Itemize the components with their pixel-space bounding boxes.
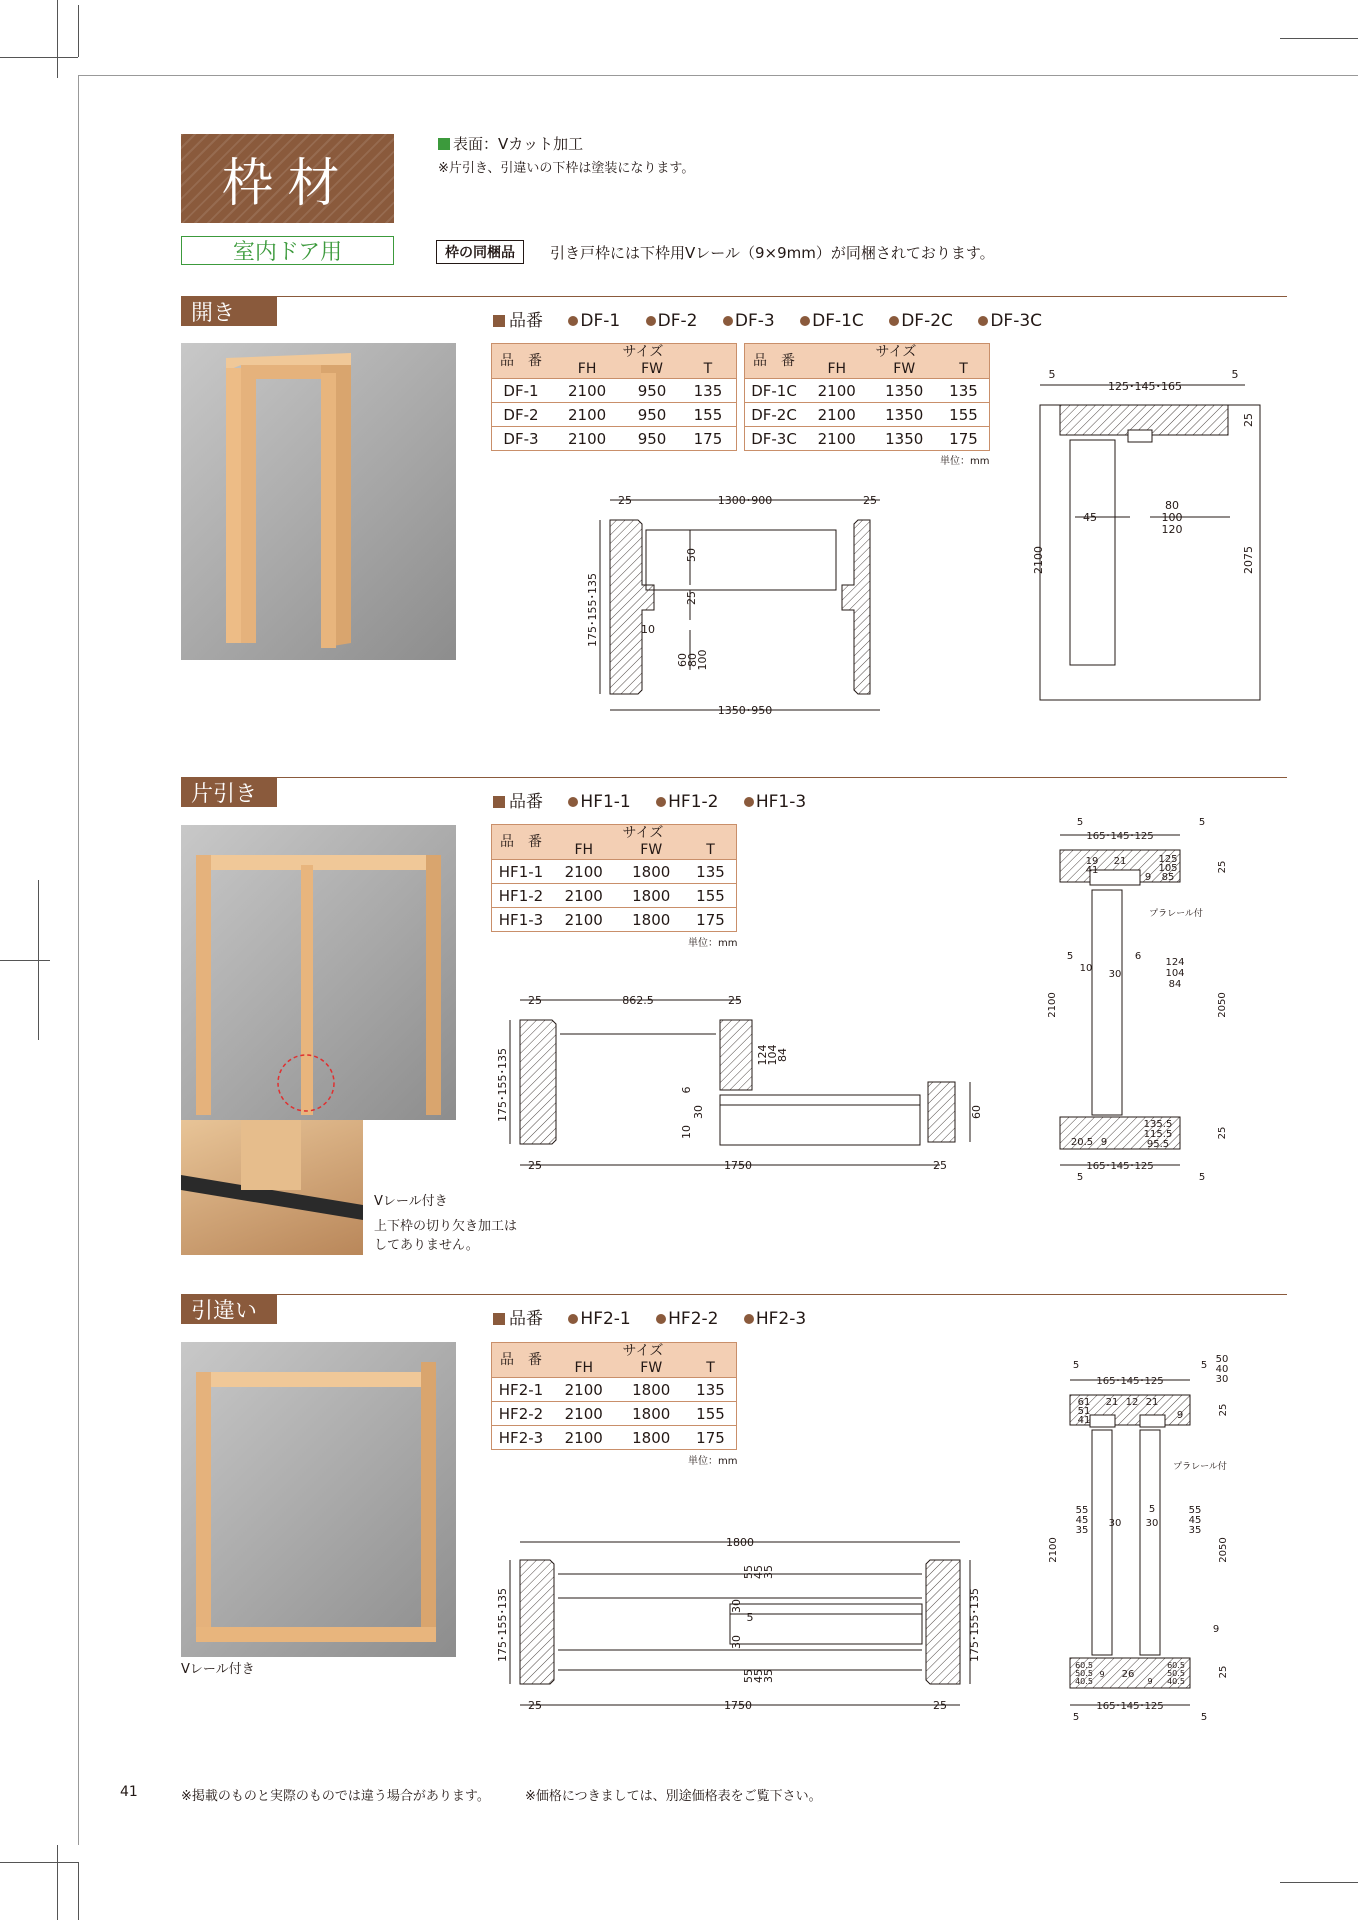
dim-label: 2100	[1032, 546, 1045, 574]
dim-label: 25	[1218, 1665, 1229, 1679]
cell: 135	[938, 379, 990, 403]
dim-label: 175･155･135	[968, 1588, 981, 1662]
dim-label: 25	[728, 994, 742, 1007]
bullet-icon	[800, 316, 810, 326]
cell: 135	[685, 1378, 737, 1402]
bullet-icon	[568, 797, 578, 807]
dim-label: 80	[686, 653, 699, 667]
prod-prefix: 品番	[509, 311, 543, 331]
cell: 2100	[550, 860, 617, 884]
col-product-no: 品 番	[492, 825, 551, 860]
dim-label: 175･155･135	[496, 1588, 509, 1662]
dim-label: 862.5	[622, 994, 654, 1007]
col-size: サイズ	[803, 344, 990, 362]
product-code: HF2-1	[580, 1309, 631, 1329]
dim-label: 25	[933, 1159, 947, 1172]
dim-label: 10	[680, 1125, 693, 1139]
dim-label: 30	[1215, 1374, 1229, 1385]
dim-label: 25	[933, 1699, 947, 1712]
cell: 175	[938, 427, 990, 451]
cell: DF-1	[492, 379, 551, 403]
cell: 1800	[617, 1378, 684, 1402]
dim-label: 21	[1113, 856, 1127, 867]
dim-label: 5	[1072, 1712, 1080, 1723]
cell: HF2-3	[492, 1426, 551, 1450]
dim-label: 45	[752, 1565, 765, 1579]
caption-notch-2: してありません。	[374, 1238, 479, 1253]
page-number: 41	[120, 1784, 138, 1800]
square-icon	[493, 315, 505, 327]
product-code: DF-2	[657, 311, 698, 331]
bullet-icon	[656, 1314, 666, 1324]
dim-label: 40.5	[1075, 1677, 1093, 1686]
dim-label: 12	[1125, 1397, 1139, 1408]
dim-label: 80	[1165, 499, 1179, 512]
dim-label: 25	[685, 591, 698, 605]
dim-label: 30	[730, 1599, 743, 1613]
bullet-icon	[723, 316, 733, 326]
dim-label: 25	[1218, 1403, 1229, 1417]
dim-label: 5	[1231, 368, 1239, 381]
rail-note: プラレール付	[1149, 909, 1203, 919]
dim-label: 40	[1215, 1364, 1229, 1375]
dim-label: 84	[776, 1048, 789, 1062]
dim-label: 50.5	[1167, 1669, 1185, 1678]
dim-label: 10	[641, 623, 655, 636]
dim-label: 5	[1076, 817, 1084, 828]
dim-label: 1800	[726, 1536, 754, 1549]
dim-label: 25	[1242, 413, 1255, 427]
caption-vrail: Vレール付き	[181, 1662, 255, 1677]
dim-label: 2050	[1217, 992, 1228, 1018]
page-border-left	[78, 75, 79, 1845]
product-code: HF1-2	[668, 792, 719, 812]
cell: HF1-1	[492, 860, 551, 884]
dim-label: 115.5	[1143, 1129, 1173, 1140]
cell: DF-1C	[745, 379, 804, 403]
cell: 155	[680, 403, 737, 427]
col-product-no: 品 番	[745, 344, 804, 379]
dim-label: 165･145･125	[1096, 1376, 1164, 1387]
unit-label: 単位：mm	[688, 1456, 738, 1467]
table-row	[492, 860, 737, 884]
product-code: HF2-2	[668, 1309, 719, 1329]
surface-note: ※片引き、引違いの下枠は塗装になります。	[438, 161, 695, 176]
dim-label: 2050	[1218, 1537, 1229, 1563]
surface-label	[438, 133, 583, 154]
page-border-top	[78, 75, 1358, 76]
dim-label: 50.5	[1075, 1669, 1093, 1678]
dim-label: 35	[762, 1565, 775, 1579]
dim-label: 35	[1188, 1525, 1202, 1536]
dim-label: 25	[1217, 860, 1228, 874]
unit-label: 単位：mm	[688, 938, 738, 949]
cell: DF-2C	[745, 403, 804, 427]
crop-mark	[38, 880, 39, 1040]
dim-label: 5	[1048, 368, 1056, 381]
cell: 2100	[550, 884, 617, 908]
dim-label: 124	[756, 1044, 769, 1066]
dim-label: 6	[1134, 951, 1142, 962]
dim-label: 100	[1161, 511, 1183, 524]
cross-section-diagram-hikichigai	[490, 1530, 990, 1720]
col-product-no: 品 番	[492, 344, 551, 379]
product-photo-hiraki	[181, 343, 456, 660]
dim-label: 35	[762, 1669, 775, 1683]
col-size: サイズ	[550, 825, 737, 843]
dim-label: 45	[1075, 1515, 1089, 1526]
cell: 2100	[803, 403, 870, 427]
caption-notch-1: 上下枠の切り欠き加工は	[374, 1219, 518, 1234]
col-fh: FH	[550, 1360, 617, 1378]
cell: 1350	[870, 379, 937, 403]
prod-prefix: 品番	[509, 1309, 543, 1329]
dim-label: 9	[1099, 1670, 1105, 1679]
cell: DF-3C	[745, 427, 804, 451]
cell: 175	[685, 908, 737, 932]
dim-label: 5	[1198, 1172, 1206, 1183]
cell: 2100	[550, 908, 617, 932]
product-code: DF-2C	[901, 311, 953, 331]
product-photo-hikichigai	[181, 1342, 456, 1657]
product-line-katabiki	[493, 787, 806, 812]
cell: 2100	[550, 1378, 617, 1402]
unit-label: 単位：mm	[940, 456, 990, 467]
dim-label: 105	[1158, 863, 1178, 874]
cell: 1800	[617, 884, 684, 908]
dim-label: 5	[1066, 951, 1074, 962]
table-row	[492, 908, 737, 932]
table-row	[492, 1426, 737, 1450]
dim-label: 85	[1161, 872, 1175, 883]
cell: 1350	[870, 403, 937, 427]
dim-label: 135.5	[1143, 1119, 1173, 1130]
dim-label: 104	[766, 1044, 779, 1066]
cell: 155	[938, 403, 990, 427]
cell: 2100	[550, 427, 624, 451]
dim-label: 19	[1085, 856, 1099, 867]
square-icon	[493, 796, 505, 808]
dim-label: 5	[1076, 1172, 1084, 1183]
crop-mark	[0, 1862, 78, 1863]
dim-label: 9	[1176, 1410, 1184, 1421]
dim-label: 5	[1072, 1360, 1080, 1371]
cell: 950	[624, 403, 680, 427]
product-code: DF-3	[734, 311, 775, 331]
dim-label: 25	[528, 1159, 542, 1172]
dim-label: 35	[1075, 1525, 1089, 1536]
dim-label: 45	[752, 1669, 765, 1683]
cross-section-diagram-hiraki	[580, 480, 900, 730]
dim-label: 55	[1075, 1505, 1089, 1516]
cell: 1800	[617, 1426, 684, 1450]
dim-label: 165･145･125	[1086, 1161, 1154, 1172]
col-fw: FW	[617, 1360, 684, 1378]
cell: 950	[624, 427, 680, 451]
dim-label: 60.5	[1075, 1661, 1093, 1670]
dim-label: 60	[970, 1105, 983, 1119]
bundle-tag: 枠の同梱品	[436, 240, 524, 264]
dim-label: 100	[696, 649, 709, 671]
green-square-icon	[438, 138, 450, 150]
dim-label: 55	[742, 1669, 755, 1683]
rail-closeup-photo	[181, 1120, 363, 1255]
col-t: T	[938, 361, 990, 379]
dim-label: 5	[1148, 1504, 1156, 1515]
product-line-hikichigai	[493, 1304, 806, 1329]
dim-label: 2100	[1048, 1537, 1059, 1563]
dim-label: 5	[1200, 1712, 1208, 1723]
cell: 1350	[870, 427, 937, 451]
dim-label: 26	[1121, 1669, 1135, 1680]
dim-label: 61	[1077, 1397, 1091, 1408]
crop-mark	[57, 0, 58, 78]
dim-label: 9	[1212, 1624, 1220, 1635]
dim-label: 10	[1079, 963, 1093, 974]
page-title: 枠材	[181, 134, 394, 223]
cell: DF-2	[492, 403, 551, 427]
cell: 135	[680, 379, 737, 403]
cell: HF1-2	[492, 884, 551, 908]
rail-note: プラレール付	[1173, 1462, 1227, 1472]
dim-label: 2075	[1242, 546, 1255, 574]
crop-mark	[0, 960, 50, 961]
cell: HF1-3	[492, 908, 551, 932]
square-icon	[493, 1313, 505, 1325]
col-fh: FH	[550, 842, 617, 860]
prod-prefix: 品番	[509, 792, 543, 812]
dim-label: 45	[1188, 1515, 1202, 1526]
bundle-text: 引き戸枠には下枠用Vレール（9×9mm）が同梱されております。	[550, 244, 995, 262]
product-code: HF1-1	[580, 792, 631, 812]
dim-label: 30	[1108, 1518, 1122, 1529]
dim-label: 95.5	[1146, 1139, 1170, 1150]
product-code: HF2-3	[755, 1309, 807, 1329]
bullet-icon	[744, 797, 754, 807]
dim-label: 9	[1144, 872, 1152, 883]
side-elevation-katabiki	[1040, 815, 1240, 1185]
product-line-hiraki	[493, 306, 1042, 331]
col-fw: FW	[617, 842, 684, 860]
dim-label: 1350･950	[717, 704, 773, 717]
cell: 2100	[550, 403, 624, 427]
dim-label: 25	[1217, 1126, 1228, 1140]
crop-mark	[57, 1845, 58, 1920]
dim-label: 41	[1077, 1415, 1091, 1426]
section-label-hikichigai: 引違い	[181, 1294, 277, 1324]
table-row	[492, 1378, 737, 1402]
crop-mark	[78, 1862, 79, 1920]
cell: 2100	[803, 427, 870, 451]
dim-label: 20.5	[1070, 1137, 1094, 1148]
crop-mark	[78, 5, 79, 57]
caption-vrail: Vレール付き	[374, 1194, 448, 1209]
table-row	[492, 403, 737, 427]
footer-note-1: ※掲載のものと実際のものでは違う場合があります。	[181, 1789, 490, 1804]
spec-table-katabiki	[491, 824, 737, 932]
cell: 155	[685, 1402, 737, 1426]
cell: 950	[624, 379, 680, 403]
product-code: DF-1	[580, 311, 621, 331]
section-rule	[277, 777, 1287, 778]
dim-label: 55	[1188, 1505, 1202, 1516]
col-fh: FH	[550, 361, 624, 379]
dim-label: 50	[685, 548, 698, 562]
table-row	[745, 427, 990, 451]
col-fw: FW	[624, 361, 680, 379]
crop-mark	[1280, 38, 1358, 39]
col-t: T	[680, 361, 737, 379]
cell: 135	[685, 860, 737, 884]
dim-label: 50	[1215, 1354, 1229, 1365]
side-elevation-hikichigai	[1040, 1350, 1240, 1730]
bullet-icon	[568, 1314, 578, 1324]
page-subtitle: 室内ドア用	[181, 236, 394, 265]
double-sliding-frame-illustration	[181, 1342, 456, 1657]
cell: HF2-1	[492, 1378, 551, 1402]
dim-label: 104	[1165, 968, 1185, 979]
spec-table-hiraki-left	[491, 343, 737, 451]
dim-label: 51	[1077, 1406, 1091, 1417]
dim-label: 21	[1145, 1397, 1159, 1408]
product-code: HF1-3	[755, 792, 807, 812]
dim-label: 165･145･125	[1086, 831, 1154, 842]
dim-label: 5	[746, 1611, 754, 1624]
col-size: サイズ	[550, 1343, 737, 1361]
dim-label: 84	[1168, 979, 1182, 990]
product-code: DF-1C	[812, 311, 864, 331]
dim-label: 9	[1100, 1137, 1108, 1148]
col-t: T	[685, 1360, 737, 1378]
bullet-icon	[568, 316, 578, 326]
dim-label: 175･155･135	[496, 1048, 509, 1122]
cell: 1800	[617, 1402, 684, 1426]
cell: 155	[685, 884, 737, 908]
dim-label: 1300･900	[717, 494, 773, 507]
dim-label: 60.5	[1167, 1661, 1185, 1670]
cell: 1800	[617, 908, 684, 932]
dim-label: 25	[863, 494, 877, 507]
col-product-no: 品 番	[492, 1343, 551, 1378]
dim-label: 25	[528, 994, 542, 1007]
dim-label: 45	[1083, 511, 1097, 524]
dim-label: 40.5	[1167, 1677, 1185, 1686]
footer-note-2: ※価格につきましては、別途価格表をご覧下さい。	[525, 1789, 822, 1804]
spec-table-hiraki-right	[744, 343, 990, 451]
spec-table-hikichigai	[491, 1342, 737, 1450]
cell: 2100	[550, 1426, 617, 1450]
dim-label: 30	[730, 1635, 743, 1649]
dim-label: 60	[676, 653, 689, 667]
table-row	[492, 1402, 737, 1426]
table-row	[745, 403, 990, 427]
door-frame-illustration	[181, 343, 456, 660]
dim-label: 55	[742, 1565, 755, 1579]
dim-label: 5	[1198, 817, 1206, 828]
cross-section-diagram-katabiki	[490, 990, 990, 1180]
dim-label: 2100	[1047, 992, 1058, 1018]
surface-label-text: 表面：Vカット加工	[453, 135, 584, 153]
dim-label: 165･145･125	[1096, 1701, 1164, 1712]
table-row	[492, 379, 737, 403]
cell: HF2-2	[492, 1402, 551, 1426]
section-label-katabiki: 片引き	[181, 777, 277, 807]
bullet-icon	[744, 1314, 754, 1324]
side-elevation-hiraki	[1030, 360, 1280, 720]
dim-label: 6	[680, 1086, 693, 1094]
dim-label: 9	[1147, 1677, 1153, 1686]
section-label-hiraki: 開き	[181, 296, 277, 326]
col-fw: FW	[870, 361, 937, 379]
cell: 2100	[803, 379, 870, 403]
cell: 1800	[617, 860, 684, 884]
dim-label: 41	[1085, 865, 1099, 876]
dim-label: 25	[618, 494, 632, 507]
table-row	[745, 379, 990, 403]
dim-label: 125	[1158, 854, 1178, 865]
cell: 175	[685, 1426, 737, 1450]
bullet-icon	[646, 316, 656, 326]
section-rule	[277, 1294, 1287, 1295]
sliding-frame-illustration	[181, 825, 456, 1120]
cell: DF-3	[492, 427, 551, 451]
dim-label: 124	[1165, 957, 1185, 968]
dim-label: 1750	[724, 1699, 752, 1712]
section-rule	[277, 296, 1287, 297]
bullet-icon	[889, 316, 899, 326]
dim-label: 30	[1145, 1518, 1159, 1529]
dim-label: 120	[1161, 523, 1183, 536]
dim-label: 175･155･135	[586, 573, 599, 647]
dim-label: 5	[1200, 1360, 1208, 1371]
rail-closeup-illustration	[181, 1120, 363, 1255]
bullet-icon	[656, 797, 666, 807]
dim-label: 30	[692, 1105, 705, 1119]
cell: 2100	[550, 1402, 617, 1426]
bullet-icon	[978, 316, 988, 326]
table-row	[492, 884, 737, 908]
product-code: DF-3C	[990, 311, 1043, 331]
crop-mark	[0, 57, 78, 58]
dim-label: 25	[528, 1699, 542, 1712]
crop-mark	[1280, 1882, 1358, 1883]
product-photo-katabiki	[181, 825, 456, 1120]
dim-label: 1750	[724, 1159, 752, 1172]
col-t: T	[685, 842, 737, 860]
col-fh: FH	[803, 361, 870, 379]
cell: 2100	[550, 379, 624, 403]
table-row	[492, 427, 737, 451]
col-size: サイズ	[550, 344, 737, 362]
dim-label: 30	[1108, 969, 1122, 980]
dim-label: 21	[1105, 1397, 1119, 1408]
dim-label: 125･145･165	[1108, 380, 1182, 393]
cell: 175	[680, 427, 737, 451]
